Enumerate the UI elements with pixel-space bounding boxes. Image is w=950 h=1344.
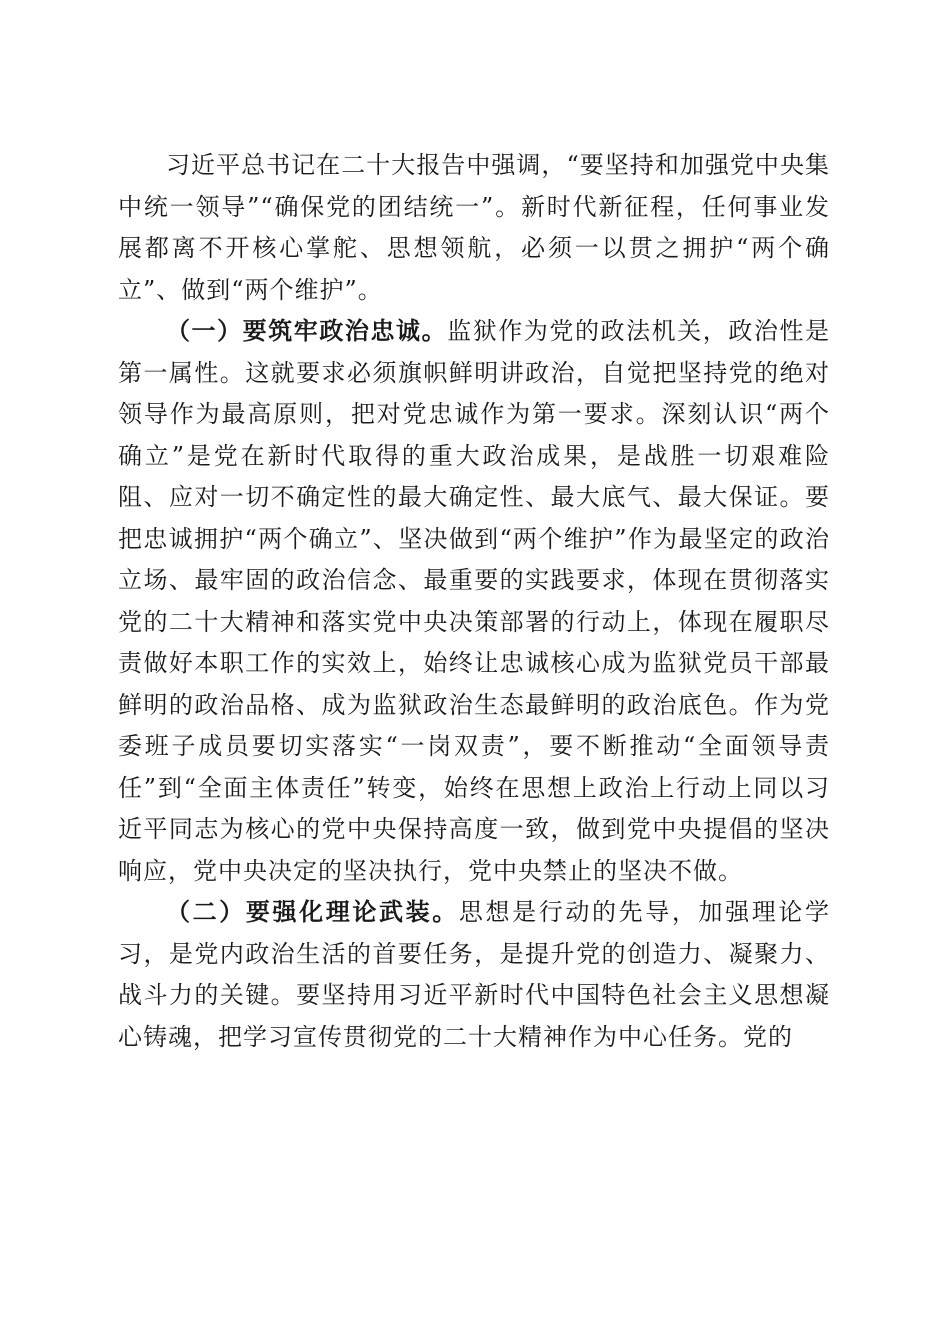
section-one-text: 监狱作为党的政法机关，政治性是第一属性。这就要求必须旗帜鲜明讲政治，自觉把坚持党的绝对领导作为最高原则，把对党忠诚作为第一要求。深刻认识“两个确立”是党在新时代取得的重大政治成果，是战胜一切艰难险阻、应对一切不确定性的最大确定性、最大底气、最大保证。要把忠诚拥护“两个确立”、坚决做到“两个维护”作为最坚定的政治立场、最牢固的政治信念、最重要的实践要求，体现在贯彻落实党的二十大精神和落实党中央决策部署的行动上，体现在履职尽责做好本职工作的实效上，始终让忠诚核心成为监狱党员干部最鲜明的政治品格、成为监狱政治生态最鲜明的政治底色。作为党委班子成员要切实落实“一岗双责”，要不断推动“全面领导责任”到“全面主体责任”转变，始终在思想上政治上行动上同以习近平同志为核心的党中央保持高度一致，做到党中央提倡的坚决响应，党中央决定的坚决执行，党中央禁止的坚决不做。 [118,317,831,885]
section-one-paragraph [118,311,830,892]
document-body [118,145,830,1058]
section-two-heading: （二）要强化理论武装。 [166,898,459,926]
section-two-paragraph [118,892,830,1058]
intro-paragraph-text: 习近平总书记在二十大报告中强调，“要坚持和加强党中央集中统一领导”“确保党的团结统一”。新时代新征程，任何事业发展都离不开核心掌舵、思想领航，必须一以贯之拥护“两个确立”、做到“两个维护”。 [118,151,830,304]
section-two-text: 思想是行动的先导，加强理论学习，是党内政治生活的首要任务，是提升党的创造力、凝聚力、战斗力的关键。要坚持用习近平新时代中国特色社会主义思想凝心铸魂，把学习宣传贯彻党的二十大精神作为中心任务。党的 [118,898,830,1051]
intro-paragraph [118,145,830,311]
section-one-heading: （一）要筑牢政治忠诚。 [166,317,448,345]
